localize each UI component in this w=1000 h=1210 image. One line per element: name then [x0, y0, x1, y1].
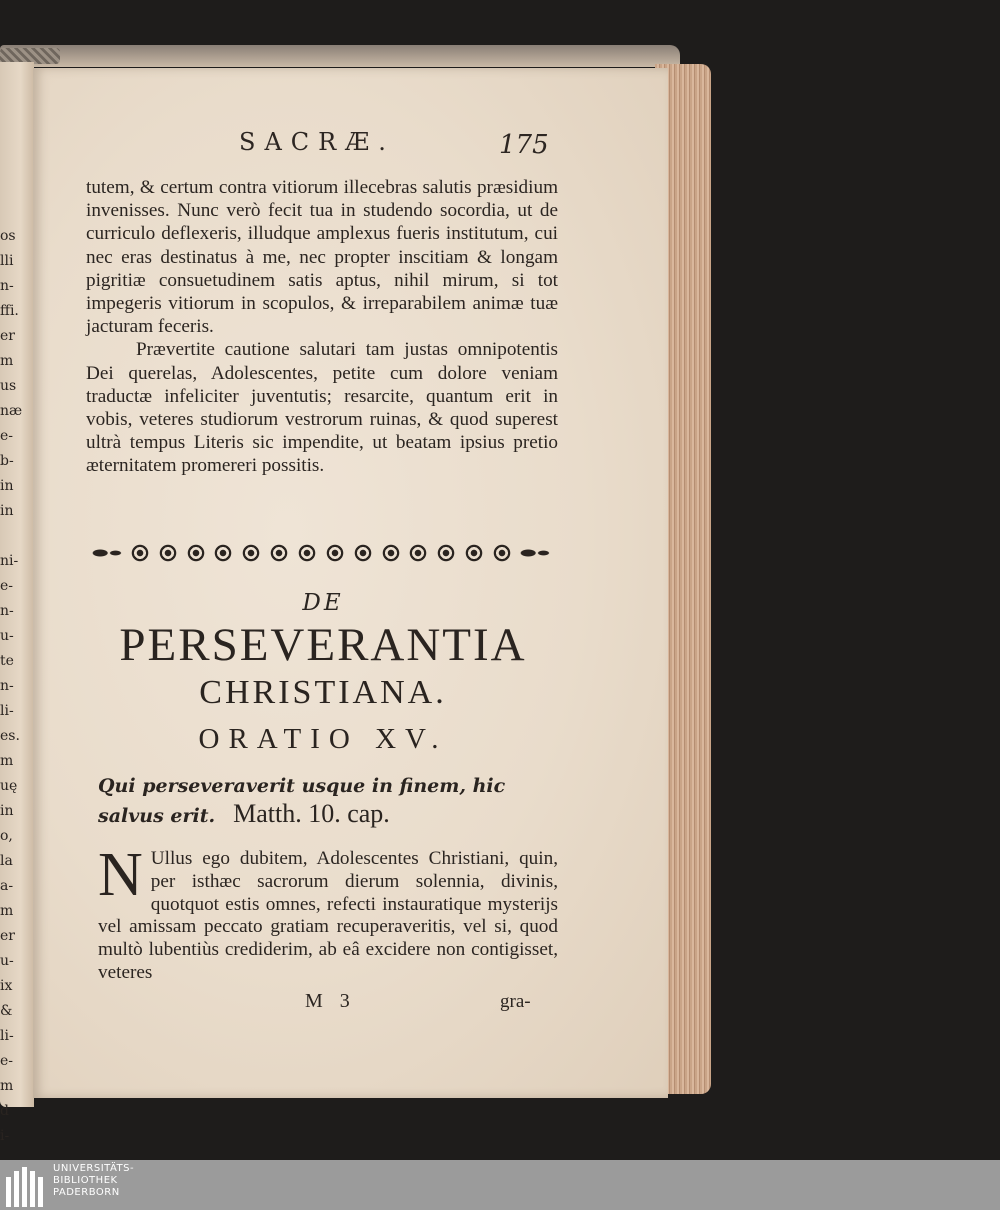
book-top-edge [0, 45, 680, 67]
drop-cap: N [98, 841, 143, 909]
page-number: 175 [499, 130, 549, 160]
title-subtitle: CHRISTIANA. [199, 674, 447, 711]
ornament-flower [211, 541, 235, 565]
left-page-edge [0, 62, 34, 1144]
left-page-text-fragments: os lli n- ffi. er m us næ e- b- in in ni- e- n- u- te n- li- es. m uę in o, la a- m er u- ix & li- e- m d i- [0, 228, 23, 1144]
paragraph: Prævertite cautione salutari tam justas omnipotentis Dei querelas, Adolescentes, petite cum dolore veniam traductæ infeliciter juventutis; resarcite, quantum erit in vobis, veteres studiorum vestrorum ruinas, & quod superest ultrà tempus Literis sic impendite, ut beatam ipsius pretio æternitatem promereri possitis. [86, 339, 558, 477]
title-de: DE [302, 590, 344, 616]
ornament-flower [490, 541, 514, 565]
ornament-flower [156, 541, 180, 565]
footer-bar [0, 1160, 1000, 1210]
ornament-flower [379, 541, 403, 565]
motto [98, 773, 562, 830]
ornament-flower [267, 541, 291, 565]
ornament-end-left [90, 542, 124, 564]
oration-paragraph: Ullus ego dubitem, Adolescentes Christiani, quin, per isthæc sacrorum dierum solennia, divinis, quotquot estis omnes, refecti instauratique mysterijs vel amissam peccato gratiam recuperaveritis, vel si, quod multò lubentiùs crediderim, ab eâ excidere non contigisset, veteres [98, 848, 558, 983]
title-main: PERSEVERANTIA [119, 619, 527, 671]
ornament-end-right [518, 542, 552, 564]
ornament-flower [434, 541, 458, 565]
library-name-line: PADERBORN [53, 1187, 120, 1198]
running-head: SACRÆ. [239, 128, 395, 156]
oration-text [98, 841, 558, 985]
page-header [207, 128, 557, 162]
library-logo-icon [6, 1163, 48, 1207]
library-name-line: BIBLIOTHEK [53, 1175, 118, 1186]
catchword: gra- [500, 991, 531, 1012]
ornament-flower [239, 541, 263, 565]
ornament-flower [351, 541, 375, 565]
ornament-flower [406, 541, 430, 565]
ornament-flower [295, 541, 319, 565]
oration-number: ORATIO XV. [198, 723, 448, 755]
library-name-line: UNIVERSITÄTS- [53, 1163, 135, 1174]
ornament-flower [462, 541, 486, 565]
ornament-flower [128, 541, 152, 565]
signature-mark: M 3 [305, 990, 356, 1012]
library-name [53, 1163, 134, 1199]
motto-text: Qui perseveraverit usque in finem, hic salvus erit. [98, 775, 506, 827]
ornament-flower [184, 541, 208, 565]
motto-reference: Matth. 10. cap. [233, 799, 390, 828]
body-text [86, 176, 558, 478]
ornament-band [90, 538, 552, 568]
ornament-flower [323, 541, 347, 565]
paragraph: tutem, & certum contra vitiorum illecebras salutis præsidium invenisses. Nunc verò fecit tua in studendo socordia, ut de curriculo deflexeris, illudque amplexus fueris institutum, cui nec eras destinatus à me, nec propter inscitiam & longam pigritiæ consuetudinem satis aptus, nihil mirum, si tot impegeris vitiorum in scopulos, & irreparabilem animæ tuæ jacturam feceris. [86, 177, 558, 338]
